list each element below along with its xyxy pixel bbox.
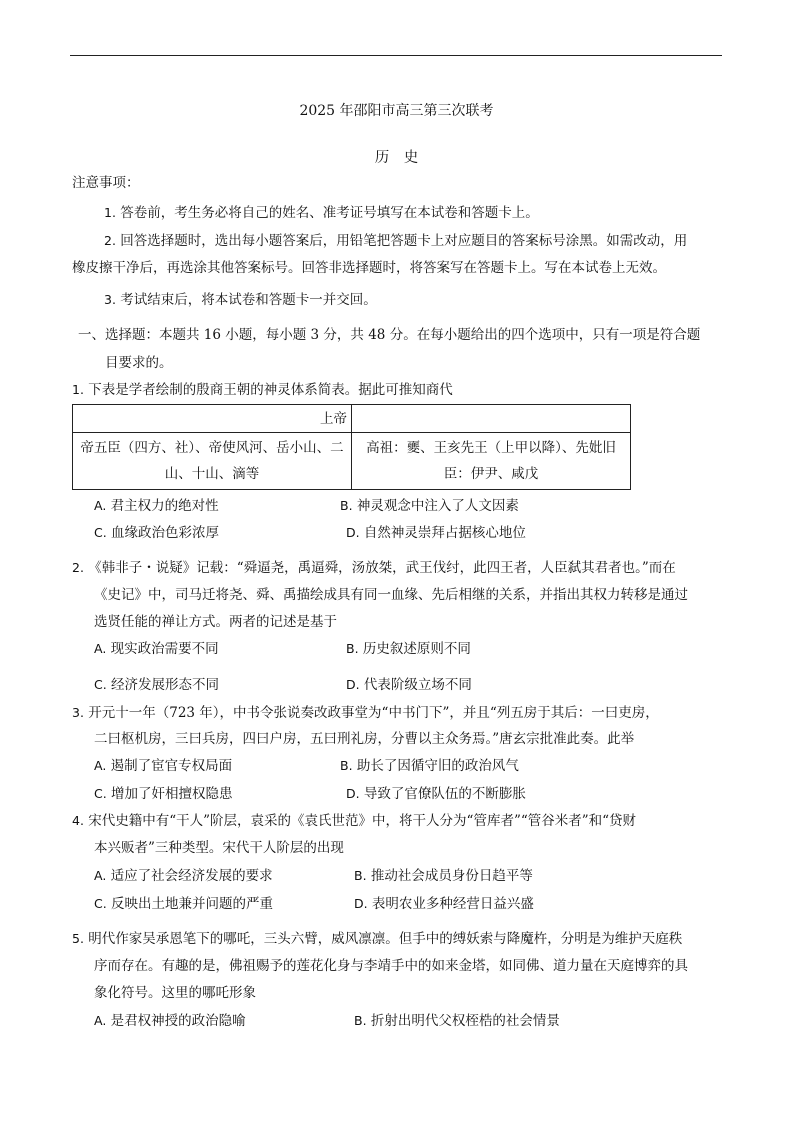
deity-system-table [72, 404, 631, 490]
question-stem-continued: 本兴贩者”三种类型。宋代干人阶层的出现 [94, 840, 344, 856]
subject-title: 历 史 [374, 150, 419, 166]
question-stem: 宋代史籍中有“干人”阶层，袁采的《袁氏世范》中，将干人分为“管库者”“管谷米者”和“贷财 [88, 813, 637, 829]
q2-option-c[interactable]: C. 经济发展形态不同 [94, 677, 219, 693]
question-stem: 开元十一年（723 年），中书令张说奏改政事堂为“中书门下”，并且“列五房于其后：一曰吏房， [88, 705, 659, 721]
question-1 [72, 378, 453, 398]
q4-option-c[interactable]: C. 反映出土地兼并问题的严重 [94, 896, 273, 912]
q1-option-c[interactable]: C. 血缘政治色彩浓厚 [94, 525, 219, 541]
question-5 [72, 927, 682, 947]
q3-option-c[interactable]: C. 增加了奸相擅权隐患 [94, 786, 233, 802]
table-cell-ancestors: 高祖：夒、王亥先王（上甲以降）、先妣旧 臣：伊尹、咸戊 [352, 433, 631, 490]
question-stem: 《韩非子・说疑》记载：“舜逼尧，禹逼舜，汤放桀，武王伐纣，此四王者，人臣弑其君者也。”而在 [88, 560, 676, 576]
table-empty-cell [352, 405, 631, 433]
note-number: 1. [104, 205, 116, 220]
question-stem-continued: 序而存在。有趣的是，佛祖赐予的莲花化身与李靖手中的如来金塔，如同佛、道力量在天庭博弈的具 [94, 958, 688, 974]
table-cell-nature-gods: 帝五臣（四方、社）、帝使风河、岳小山、二 山、十山、滴等 [73, 433, 352, 490]
question-stem-continued: 《史记》中，司马迁将尧、舜、禹描绘成具有同一血缘、先后相继的关系，并指出其权力转移是通过 [94, 587, 688, 603]
question-number: 2. [72, 560, 84, 575]
question-stem-continued: 二曰枢机房，三曰兵房，四曰户房，五曰刑礼房，分曹以主众务焉。”唐玄宗批准此奏。此举 [94, 731, 635, 747]
note-text-continued: 橡皮擦干净后，再选涂其他答案标号。回答非选择题时，将答案写在答题卡上。写在本试卷上无效。 [72, 260, 666, 276]
note-item-2 [104, 229, 687, 249]
note-text: 回答选择题时，选出每小题答案后，用铅笔把答题卡上对应题目的答案标号涂黑。如需改动，用 [120, 233, 688, 249]
section-instructions-continued: 目要求的。 [105, 355, 173, 371]
table-header-cell: 上帝 [73, 405, 352, 433]
question-3 [72, 701, 659, 721]
q4-option-d[interactable]: D. 表明农业多种经营日益兴盛 [354, 896, 534, 912]
question-stem-continued: 象化符号。这里的哪吒形象 [94, 985, 256, 1001]
table-row [73, 433, 631, 490]
question-number: 5. [72, 931, 84, 946]
q5-option-b[interactable]: B. 折射出明代父权桎梏的社会情景 [354, 1013, 560, 1029]
question-number: 1. [72, 382, 84, 397]
header-rule [70, 55, 722, 56]
q4-option-a[interactable]: A. 适应了社会经济发展的要求 [94, 868, 273, 884]
q5-option-a[interactable]: A. 是君权神授的政治隐喻 [94, 1013, 246, 1029]
note-item-3 [104, 288, 377, 308]
exam-title: 2025 年邵阳市高三第三次联考 [299, 103, 494, 119]
note-number: 3. [104, 292, 116, 307]
q1-option-a[interactable]: A. 君主权力的绝对性 [94, 498, 219, 514]
question-stem: 下表是学者绘制的殷商王朝的神灵体系简表。据此可推知商代 [88, 382, 453, 398]
section-instructions: 一、选择题：本题共 16 小题，每小题 3 分，共 48 分。在每小题给出的四个选项中，只有一项是符合题 [78, 327, 701, 343]
note-item-1 [104, 201, 539, 221]
q2-option-a[interactable]: A. 现实政治需要不同 [94, 641, 219, 657]
question-2 [72, 556, 676, 576]
question-number: 3. [72, 705, 84, 720]
question-number: 4. [72, 813, 84, 828]
notes-heading: 注意事项： [72, 175, 140, 191]
q3-option-d[interactable]: D. 导致了官僚队伍的不断膨胀 [346, 786, 526, 802]
question-4 [72, 809, 636, 829]
question-stem-continued: 选贤任能的禅让方式。两者的记述是基于 [94, 614, 337, 630]
note-text: 答卷前，考生务必将自己的姓名、准考证号填写在本试卷和答题卡上。 [120, 205, 539, 221]
table-row [73, 405, 631, 433]
q2-option-b[interactable]: B. 历史叙述原则不同 [346, 641, 471, 657]
q3-option-b[interactable]: B. 助长了因循守旧的政治风气 [340, 758, 519, 774]
note-text: 考试结束后，将本试卷和答题卡一并交回。 [120, 292, 377, 308]
q2-option-d[interactable]: D. 代表阶级立场不同 [346, 677, 472, 693]
q3-option-a[interactable]: A. 遏制了宦官专权局面 [94, 758, 233, 774]
question-stem: 明代作家吴承恩笔下的哪吒，三头六臂，威风凛凛。但手中的缚妖索与降魔杵，分明是为维护天庭秩 [88, 931, 683, 947]
q1-option-d[interactable]: D. 自然神灵崇拜占据核心地位 [346, 525, 526, 541]
q1-option-b[interactable]: B. 神灵观念中注入了人文因素 [340, 498, 519, 514]
note-number: 2. [104, 233, 116, 248]
q4-option-b[interactable]: B. 推动社会成员身份日趋平等 [354, 868, 533, 884]
